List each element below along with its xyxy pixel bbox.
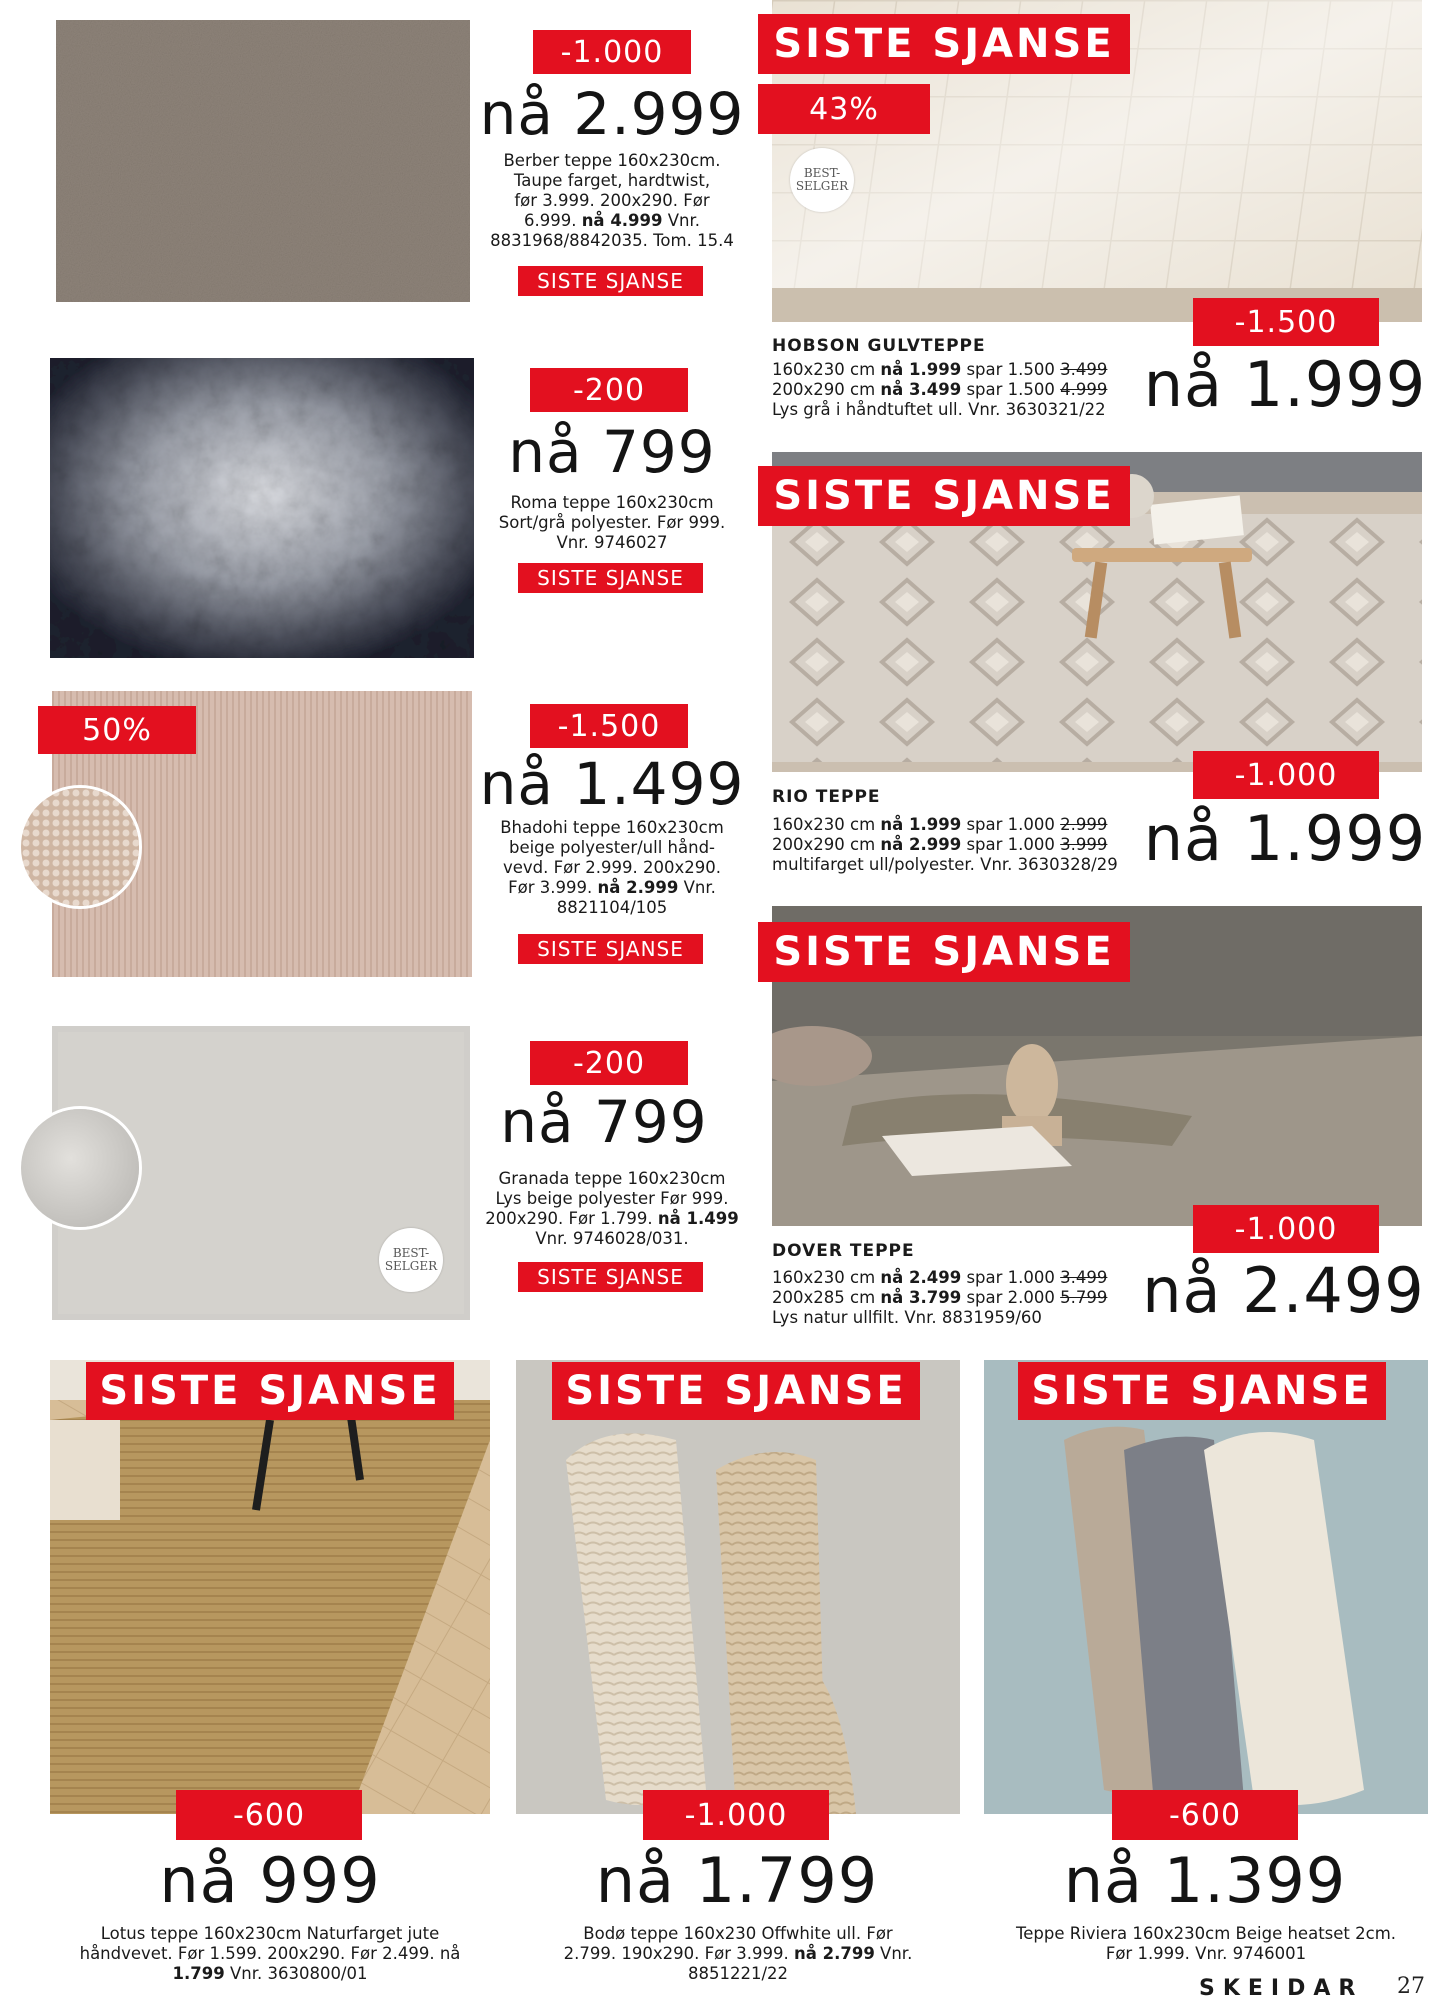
price: nå 1.999 xyxy=(1143,348,1427,421)
product-description: Bhadohi teppe 160x230cm beige polyester/ull hånd- vevd. Før 2.999. 200x290. Før 3.999. nå 2.999 Vnr. 8821104/105 xyxy=(500,818,724,917)
product-description: 160x230 cm nå 1.999 spar 1.500 3.499 200x290 cm nå 3.499 spar 1.500 4.999 Lys grå i håndtuftet ull. Vnr. 3630321/22 xyxy=(772,360,1108,419)
siste-sjanse-banner: SISTE SJANSE xyxy=(86,1362,454,1420)
bodo-rug-image xyxy=(516,1360,960,1814)
price: nå 2.499 xyxy=(1142,1254,1425,1327)
discount-badge: -200 xyxy=(530,368,688,412)
riviera-rug-graphic xyxy=(984,1360,1428,1814)
discount-badge: -1.000 xyxy=(533,30,691,74)
discount-badge: -1.000 xyxy=(643,1790,829,1840)
page-number: 27 xyxy=(1397,1974,1425,1999)
siste-sjanse-banner: SISTE SJANSE xyxy=(758,922,1130,982)
price: nå 799 xyxy=(500,1088,708,1156)
product-title: DOVER TEPPE xyxy=(772,1241,915,1261)
product-description: 160x230 cm nå 2.499 spar 1.000 3.499 200x285 cm nå 3.799 spar 2.000 5.799 Lys natur ullfilt. Vnr. 8831959/60 xyxy=(772,1268,1108,1327)
product-description: Berber teppe 160x230cm. Taupe farget, hardtwist, før 3.999. 200x290. Før 6.999. nå 4.999 Vnr. 8831968/8842035. Tom. 15.4 xyxy=(490,151,734,250)
siste-sjanse-banner: SISTE SJANSE xyxy=(758,14,1130,74)
price: nå 999 xyxy=(159,1844,381,1917)
price: nå 2.999 xyxy=(479,80,745,148)
bodo-rug-graphic xyxy=(516,1360,960,1814)
price: nå 1.499 xyxy=(479,750,745,818)
bhadohi-texture-closeup xyxy=(18,785,142,909)
bestseller-badge: BEST- SELGER xyxy=(379,1228,443,1292)
product-description: Teppe Riviera 160x230cm Beige heatset 2cm. Før 1.999. Vnr. 9746001 xyxy=(1015,1924,1397,1963)
product-description: Bodø teppe 160x230 Offwhite ull. Før 2.799. 190x290. Før 3.999. nå 2.799 Vnr. 8851221/22 xyxy=(563,1924,913,1983)
roma-rug-graphic xyxy=(50,358,474,658)
berber-rug-image xyxy=(56,20,470,302)
discount-badge: -1.000 xyxy=(1193,751,1379,799)
granada-texture-closeup xyxy=(18,1106,142,1230)
product-description: Lotus teppe 160x230cm Naturfarget jute håndvevet. Før 1.599. 200x290. Før 2.499. nå 1.799 Vnr. 3630800/01 xyxy=(79,1924,461,1983)
price: nå 1.399 xyxy=(1063,1844,1347,1917)
siste-sjanse-banner: SISTE SJANSE xyxy=(758,466,1130,526)
product-title: HOBSON GULVTEPPE xyxy=(772,336,986,356)
lotus-rug-image xyxy=(50,1360,490,1814)
siste-sjanse-banner: SISTE SJANSE xyxy=(1018,1362,1386,1420)
product-description: Granada teppe 160x230cm Lys beige polyester Før 999. 200x290. Før 1.799. nå 1.499 Vnr. 9746028/031. xyxy=(485,1169,739,1248)
price: nå 1.999 xyxy=(1143,802,1427,875)
discount-badge-50-percent: 50% xyxy=(38,706,196,754)
price: nå 799 xyxy=(508,418,716,486)
siste-sjanse-badge: SISTE SJANSE xyxy=(518,1262,703,1292)
discount-badge: -1.500 xyxy=(1193,298,1379,346)
lotus-rug-graphic xyxy=(50,1360,490,1814)
siste-sjanse-badge: SISTE SJANSE xyxy=(518,934,703,964)
siste-sjanse-badge: SISTE SJANSE xyxy=(518,266,703,296)
product-title: RIO TEPPE xyxy=(772,787,881,807)
siste-sjanse-banner: SISTE SJANSE xyxy=(552,1362,920,1420)
roma-rug-image xyxy=(50,358,474,658)
product-description: 160x230 cm nå 1.999 spar 1.000 2.999 200x290 cm nå 2.999 spar 1.000 3.999 multifarget ull/polyester. Vnr. 3630328/29 xyxy=(772,815,1118,874)
siste-sjanse-badge: SISTE SJANSE xyxy=(518,563,703,593)
price: nå 1.799 xyxy=(595,1844,879,1917)
discount-badge: -600 xyxy=(1112,1790,1298,1840)
berber-rug-graphic xyxy=(56,20,470,302)
discount-badge-43-percent: 43% xyxy=(758,84,930,134)
discount-badge: -1.500 xyxy=(530,704,688,748)
product-description: Roma teppe 160x230cm Sort/grå polyester. Før 999. Vnr. 9746027 xyxy=(498,493,726,552)
discount-badge: -1.000 xyxy=(1193,1205,1379,1253)
riviera-rug-image xyxy=(984,1360,1428,1814)
discount-badge: -200 xyxy=(530,1041,688,1085)
brand-logo: SKEIDAR xyxy=(1199,1976,1364,2000)
discount-badge: -600 xyxy=(176,1790,362,1840)
bestseller-badge: BEST- SELGER xyxy=(790,148,854,212)
